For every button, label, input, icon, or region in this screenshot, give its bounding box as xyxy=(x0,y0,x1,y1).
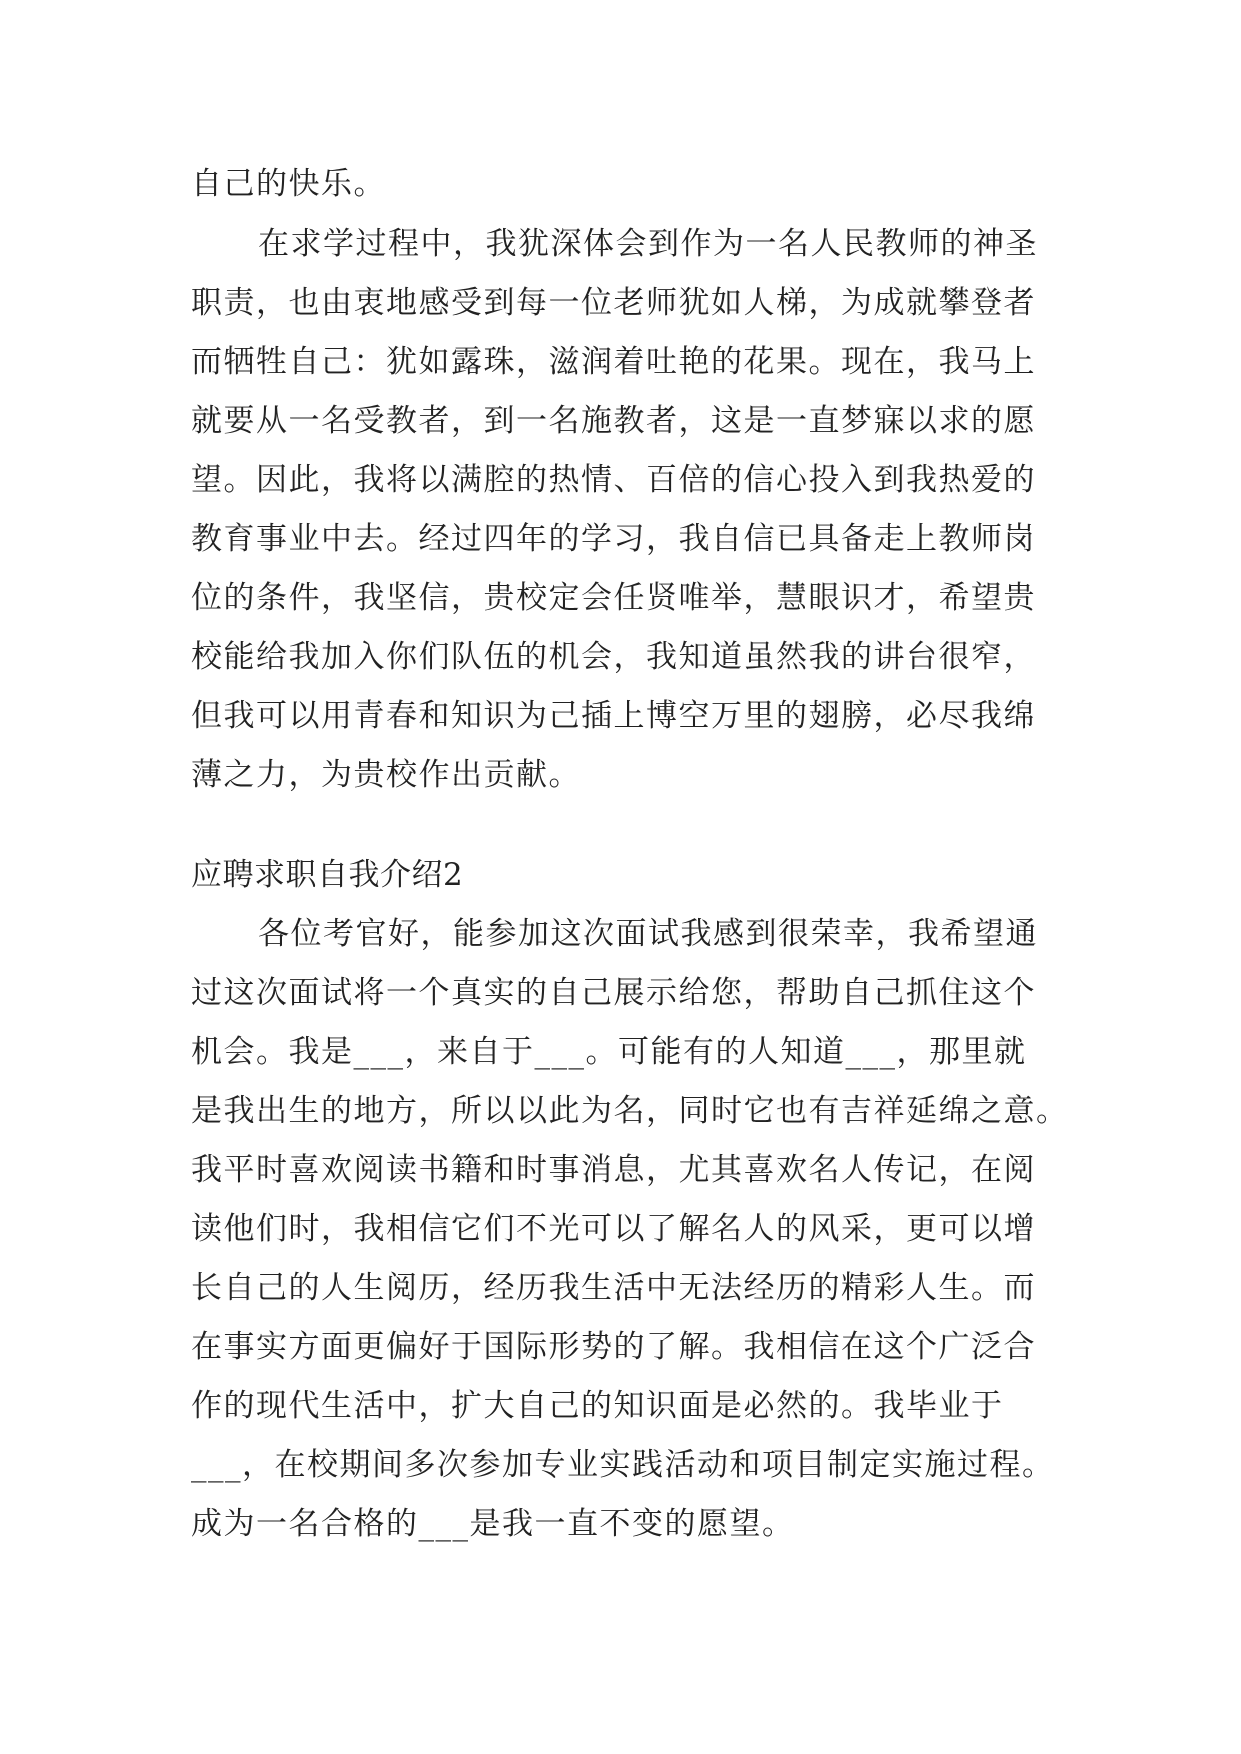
paragraph-line: 读他们时，我相信它们不光可以了解名人的风采，更可以增 xyxy=(191,1211,1036,1247)
paragraph-line: 位的条件，我坚信，贵校定会任贤唯举，慧眼识才，希望贵 xyxy=(191,580,1036,616)
paragraph-line: 成为一名合格的___是我一直不变的愿望。 xyxy=(191,1506,795,1542)
paragraph-line: 在求学过程中，我犹深体会到作为一名人民教师的神圣 xyxy=(258,226,1038,262)
paragraph-line: ___，在校期间多次参加专业实践活动和项目制定实施过程。 xyxy=(191,1447,1055,1483)
paragraph-line: 薄之力，为贵校作出贡献。 xyxy=(191,757,581,793)
paragraph-line: 机会。我是___，来自于___。可能有的人知道___，那里就 xyxy=(191,1034,1027,1070)
paragraph-line: 各位考官好，能参加这次面试我感到很荣幸，我希望通 xyxy=(258,916,1038,952)
paragraph-line: 自己的快乐。 xyxy=(191,166,386,202)
paragraph-line: 长自己的人生阅历，经历我生活中无法经历的精彩人生。而 xyxy=(191,1270,1036,1306)
paragraph-line: 就要从一名受教者，到一名施教者，这是一直梦寐以求的愿 xyxy=(191,403,1036,439)
paragraph-line: 但我可以用青春和知识为己插上博空万里的翅膀，必尽我绵 xyxy=(191,698,1036,734)
paragraph-line: 是我出生的地方，所以以此为名，同时它也有吉祥延绵之意。 xyxy=(191,1093,1069,1129)
paragraph-line: 而牺牲自己：犹如露珠，滋润着吐艳的花果。现在，我马上 xyxy=(191,344,1036,380)
paragraph-line: 教育事业中去。经过四年的学习，我自信已具备走上教师岗 xyxy=(191,521,1036,557)
paragraph-line: 望。因此，我将以满腔的热情、百倍的信心投入到我热爱的 xyxy=(191,462,1036,498)
section-heading: 应聘求职自我介绍2 xyxy=(191,857,464,893)
paragraph-line: 校能给我加入你们队伍的机会，我知道虽然我的讲台很窄， xyxy=(191,639,1036,675)
paragraph-line: 过这次面试将一个真实的自己展示给您，帮助自己抓住这个 xyxy=(191,975,1036,1011)
paragraph-line: 我平时喜欢阅读书籍和时事消息，尤其喜欢名人传记，在阅 xyxy=(191,1152,1036,1188)
paragraph-line: 在事实方面更偏好于国际形势的了解。我相信在这个广泛合 xyxy=(191,1329,1036,1365)
paragraph-line: 作的现代生活中，扩大自己的知识面是必然的。我毕业于 xyxy=(191,1388,1004,1424)
paragraph-line: 职责，也由衷地感受到每一位老师犹如人梯，为成就攀登者 xyxy=(191,285,1036,321)
